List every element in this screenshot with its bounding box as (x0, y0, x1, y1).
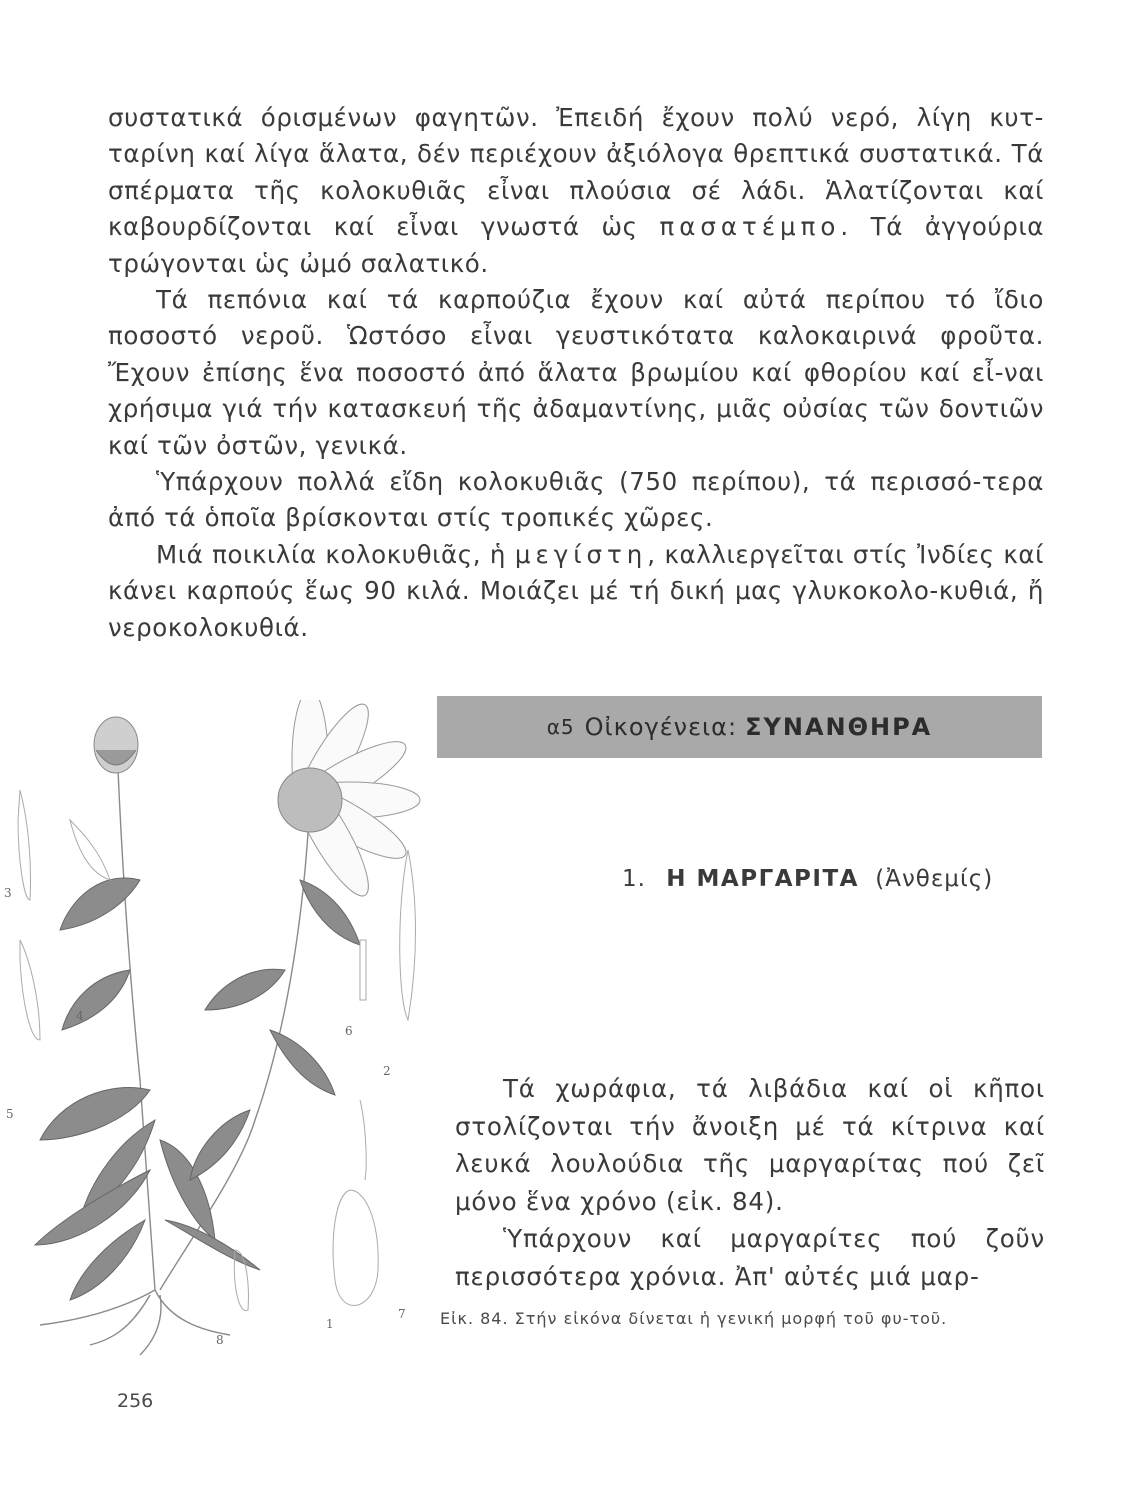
paragraph: Μιά ποικιλία κολοκυθιᾶς, ἡ μεγίστη, καλλιεργεῖται στίς Ἰνδίες καί κάνει καρπούς ἕως 90 κιλά. Μοιάζει μέ τή δική μας γλυκοκολο-κυθιά, ἤ νεροκολοκυθιά. (108, 539, 1045, 642)
section-heading (622, 866, 993, 892)
leaves (35, 878, 360, 1300)
flower-bud (94, 717, 138, 773)
family-label: Οἰκογένεια: (584, 713, 738, 741)
daisy-illustration (0, 700, 430, 1360)
spaced-term: μεγίστη (514, 539, 648, 569)
paragraph: Τά χωράφια, τά λιβάδια καί οἱ κῆποι στολίζονται τήν ἄνοιξη μέ τά κίτρινα καί λευκά λουλούδια τῆς μαργαρίτας πού ζεῖ μόνο ἕνα χρόνο (εἰκ. 84). (455, 1074, 1045, 1216)
paragraph: Ὑπάρχουν καί μαργαρίτες πού ζοῦν περισσότερα χρόνια. Ἀπ' αὐτές μιά μαρ- (455, 1224, 1045, 1291)
figure-label: 4 (76, 1009, 84, 1023)
section-subtitle: (Ἀνθεμίς) (875, 866, 994, 892)
roots (40, 1290, 230, 1355)
figure-label: 2 (383, 1064, 391, 1078)
figure-label: 1 (326, 1317, 334, 1331)
stem (118, 770, 155, 1290)
body-text-top (108, 100, 1044, 646)
figure-label: 8 (216, 1333, 224, 1347)
daisy-flower-head (275, 700, 420, 904)
figure-label: 5 (6, 1107, 14, 1121)
figure-label: 7 (398, 1307, 406, 1321)
section-title: Η ΜΑΡΓΑΡΙΤΑ (666, 866, 859, 892)
paragraph: Τά πεπόνια καί τά καρπούζια ἔχουν καί αὐτά περίπου τό ἴδιο ποσοστό νεροῦ. Ὡστόσο εἶναι γευστικότατα καλοκαιρινά φροῦτα. Ἔχουν ἐπίσης ἕνα ποσοστό ἀπό ἅλατα βρωμίου καί φθορίου καί εἶ-ναι χρήσιμα γιά τήν κατασκευή τῆς ἀδαμαντίνης, μιᾶς οὐσίας τῶν δοντιῶν καί τῶν ὀστῶν, γενικά. (108, 285, 1044, 460)
body-text-right (455, 1070, 1045, 1295)
paragraph: συστατικά όρισμένων φαγητῶν. Ἐπειδή ἔχουν πολύ νερό, λίγη κυτ-ταρίνη καί λίγα ἅλατα, δέν περιέχουν ἀξιόλογα θρεπτικά συστατικά. Τά σπέρματα τῆς κολοκυθιᾶς εἶναι πλούσια σέ λάδι. Ἁλατίζονται καί καβουρδίζονται καί εἶναι γνωστά ὡς πασατέμπο. Τά ἀγγούρια τρώγονται ὡς ὠμό σαλατικό. (108, 103, 1044, 278)
figure-label: 3 (4, 886, 12, 900)
section-number: 1. (622, 866, 646, 892)
page-number: 256 (117, 1390, 154, 1412)
figure-caption: Εἰκ. 84. Στήν εἰκόνα δίνεται ἡ γενική μορφή τοῦ φυ-τοῦ. (440, 1309, 948, 1328)
spaced-term: πασατέμπο (659, 212, 841, 242)
figure-label: 6 (345, 1024, 353, 1038)
paragraph: Ὑπάρχουν πολλά εἴδη κολοκυθιᾶς (750 περίπου), τά περισσό-τερα ἀπό τά ὁποῖα βρίσκονται στίς τροπικές χῶρες. (108, 467, 1044, 533)
family-banner (437, 696, 1042, 758)
family-code: α5 (546, 715, 575, 739)
family-name: ΣΥΝΑΝΘΗΡΑ (745, 713, 933, 741)
